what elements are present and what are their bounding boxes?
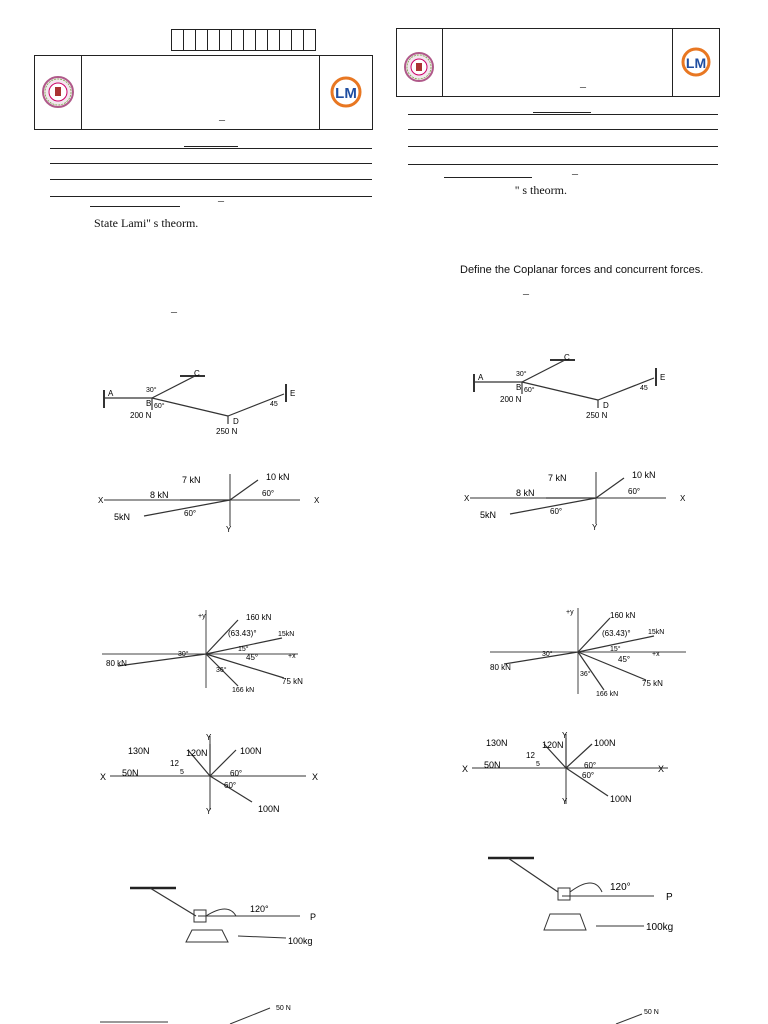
diagram-label-B: B <box>146 399 152 408</box>
diagram-label-a6343: (63.43)° <box>228 629 257 638</box>
diagram-label-X: X <box>680 494 686 503</box>
diagram-label-D: D <box>603 401 609 410</box>
diagram-label-a60b: 60° <box>184 509 197 518</box>
diagram-label-f100b: 100N <box>258 804 280 814</box>
diagram-label-Y: Y <box>226 525 232 532</box>
lm-logo-text: LM <box>685 55 707 71</box>
diagram-label-py: +y <box>198 613 206 620</box>
diagram-label-f50: 50 N <box>276 1005 291 1012</box>
diagram-label-Y: Y <box>562 797 568 806</box>
diagram-label-a60b: 60° <box>582 771 595 780</box>
right-rule-2 <box>408 129 718 130</box>
diagram-label-f7: 7 kN <box>182 475 201 485</box>
diagram-label-weight: 100kg <box>646 922 674 933</box>
header-title-cell <box>442 29 673 96</box>
diagram-label-A: A <box>108 389 114 398</box>
diagram-label-a45: 45° <box>618 655 631 664</box>
diagram-label-E: E <box>290 389 296 398</box>
diagram-label-angle: 120° <box>610 882 631 893</box>
right-underline-short <box>533 112 591 113</box>
diagram-label-X: X <box>100 772 107 782</box>
college-seal-icon <box>397 29 442 96</box>
diagram-label-f75: 75 kN <box>282 677 303 686</box>
diagram-label-a60a: 60° <box>628 487 641 496</box>
diagram-label-py: +y <box>566 609 574 616</box>
diagram-label-f250: 250 N <box>216 427 238 436</box>
diagram-label-px: +x <box>652 651 660 658</box>
right-mid-dash: – <box>523 286 529 300</box>
diagram-label-a45: 45 <box>640 385 648 392</box>
question-lami-theorem: State Lami'' s theorm. <box>94 216 199 230</box>
lm-logo-cell <box>319 56 372 129</box>
right-rule-4 <box>408 164 718 165</box>
diagram-label-Y: Y <box>206 733 212 742</box>
diagram-label-f5: 5kN <box>480 510 497 520</box>
diagram-label-D: D <box>233 417 239 426</box>
diagram-label-f250: 250 N <box>586 411 608 420</box>
diagram-label-a30: 30° <box>516 371 527 378</box>
left-underline-name <box>90 206 180 207</box>
diagram-label-a15: 15° <box>238 646 249 653</box>
left-underline-short <box>184 146 238 147</box>
diagram-label-a45: 45 <box>270 401 278 408</box>
diagram-label-a36: 36° <box>216 667 227 674</box>
right-underline-name <box>444 177 532 178</box>
diagram-label-X: X <box>314 496 320 505</box>
diagram-label-f130: 130N <box>128 746 150 756</box>
diagram-label-a60: 60° <box>154 403 165 410</box>
question-coplanar-concurrent: Define the Coplanar forces and concurrent forces. <box>460 264 704 276</box>
diagram-label-a30: 30° <box>178 651 189 658</box>
diagram-label-f10: 10 kN <box>266 472 290 482</box>
diagram-label-X: X <box>658 764 665 774</box>
diagram-label-n5: 5 <box>180 769 184 776</box>
diagram-label-C: C <box>564 353 570 362</box>
right-rule-3 <box>408 146 718 147</box>
header-dash: – <box>580 79 586 93</box>
left-rule-2 <box>50 163 372 164</box>
diagram-label-X: X <box>464 494 470 503</box>
diagram-label-weight: 100kg <box>288 936 313 946</box>
diagram-label-f200: 200 N <box>500 395 522 404</box>
lamp-diagram-right <box>486 852 716 936</box>
diagram-label-X: X <box>312 772 319 782</box>
diagram-label-f130: 130N <box>486 738 508 748</box>
diagram-label-Y: Y <box>562 731 568 740</box>
diagram-label-f120: 120N <box>186 748 208 758</box>
diagram-label-f50: 50N <box>484 760 501 770</box>
college-seal-cell <box>397 29 443 96</box>
lm-logo-icon <box>320 56 372 129</box>
diagram-label-C: C <box>194 369 200 378</box>
lami-diagram-right <box>470 350 680 422</box>
right-rule-1 <box>408 114 718 115</box>
college-seal-icon <box>35 56 81 129</box>
diagram-label-P: P <box>666 892 673 903</box>
header-dash: – <box>219 112 225 126</box>
diagram-label-f8: 8 kN <box>516 488 535 498</box>
forces-xy-diagram-left <box>98 468 328 532</box>
forces-four-diagram-left <box>100 732 330 814</box>
forces-hand-diagram-right <box>486 604 716 698</box>
right-header-box <box>396 28 720 97</box>
forces-hand-diagram-left <box>98 606 328 692</box>
diagram-label-P: P <box>310 912 317 922</box>
diagram-label-f50: 50N <box>122 768 139 778</box>
diagram-label-n12: 12 <box>170 759 179 768</box>
right-theorem-fragment: '' s theorm. <box>515 183 567 197</box>
diagram-label-f7: 7 kN <box>548 473 567 483</box>
college-seal-cell <box>35 56 82 129</box>
left-rule-3 <box>50 179 372 180</box>
diagram-label-a45: 45° <box>246 653 259 662</box>
diagram-label-n12: 12 <box>526 751 535 760</box>
diagram-label-f160: 160 kN <box>246 613 272 622</box>
left-header-box <box>34 55 373 130</box>
lm-logo-cell <box>672 29 719 96</box>
diagram-label-angle: 120° <box>250 904 269 914</box>
right-rule-dash: – <box>572 166 578 180</box>
lami-diagram-left <box>100 366 310 438</box>
bottom-diagram-right <box>520 1000 700 1024</box>
left-rule-4 <box>50 196 372 197</box>
diagram-label-f50: 50 N <box>644 1009 659 1016</box>
diagram-label-a15: 15° <box>610 646 621 653</box>
diagram-label-a60a: 60° <box>262 489 275 498</box>
diagram-label-Y: Y <box>592 523 598 530</box>
diagram-label-f100a: 100N <box>240 746 262 756</box>
diagram-label-f200: 200 N <box>130 411 152 420</box>
left-rule-dash: – <box>218 193 224 207</box>
diagram-label-px: +x <box>288 653 296 660</box>
lami-diagram <box>104 369 295 436</box>
diagram-label-f15: 15kN <box>648 629 665 636</box>
diagram-label-X: X <box>462 764 469 774</box>
lamp-diagram-left <box>128 882 358 954</box>
diagram-label-a36: 36° <box>580 671 591 678</box>
diagram-label-f166: 166 kN <box>232 687 255 692</box>
diagram-label-f100a: 100N <box>594 738 616 748</box>
diagram-label-f5: 5kN <box>114 512 131 522</box>
diagram-label-f15: 15kN <box>278 631 295 638</box>
forces-xy-diagram-right <box>464 466 694 530</box>
diagram-label-f80: 80 kN <box>490 663 511 672</box>
diagram-label-f120: 120N <box>542 740 564 750</box>
diagram-label-n5: 5 <box>536 761 540 768</box>
diagram-label-Y: Y <box>206 807 212 814</box>
diagram-label-A: A <box>478 373 484 382</box>
diagram-label-f100b: 100N <box>610 794 632 804</box>
diagram-label-a60: 60° <box>524 387 535 394</box>
roll-number-boxes <box>171 29 316 51</box>
diagram-label-X: X <box>98 496 104 505</box>
diagram-label-a60a: 60° <box>230 769 243 778</box>
left-rule-1 <box>50 148 372 149</box>
diagram-label-a60b: 60° <box>224 781 237 790</box>
diagram-label-f75: 75 kN <box>642 679 663 688</box>
diagram-label-f80: 80 kN <box>106 659 127 668</box>
diagram-label-a60a: 60° <box>584 761 597 770</box>
lm-logo-icon <box>673 29 719 96</box>
diagram-label-f166: 166 kN <box>596 691 619 698</box>
diagram-label-f10: 10 kN <box>632 470 656 480</box>
left-mid-dash: – <box>171 304 177 318</box>
lami-diagram <box>474 353 665 420</box>
diagram-label-a6343: (63.43)° <box>602 629 631 638</box>
diagram-label-a30: 30° <box>146 387 157 394</box>
header-title-cell <box>81 56 320 129</box>
bottom-diagram-left <box>100 998 330 1024</box>
lm-logo-text: LM <box>335 85 357 102</box>
diagram-label-a30: 30° <box>542 651 553 658</box>
diagram-label-f8: 8 kN <box>150 490 169 500</box>
diagram-label-f160: 160 kN <box>610 611 636 620</box>
diagram-label-B: B <box>516 383 522 392</box>
diagram-label-E: E <box>660 373 666 382</box>
diagram-label-a60b: 60° <box>550 507 563 516</box>
forces-four-diagram-right <box>462 730 692 812</box>
